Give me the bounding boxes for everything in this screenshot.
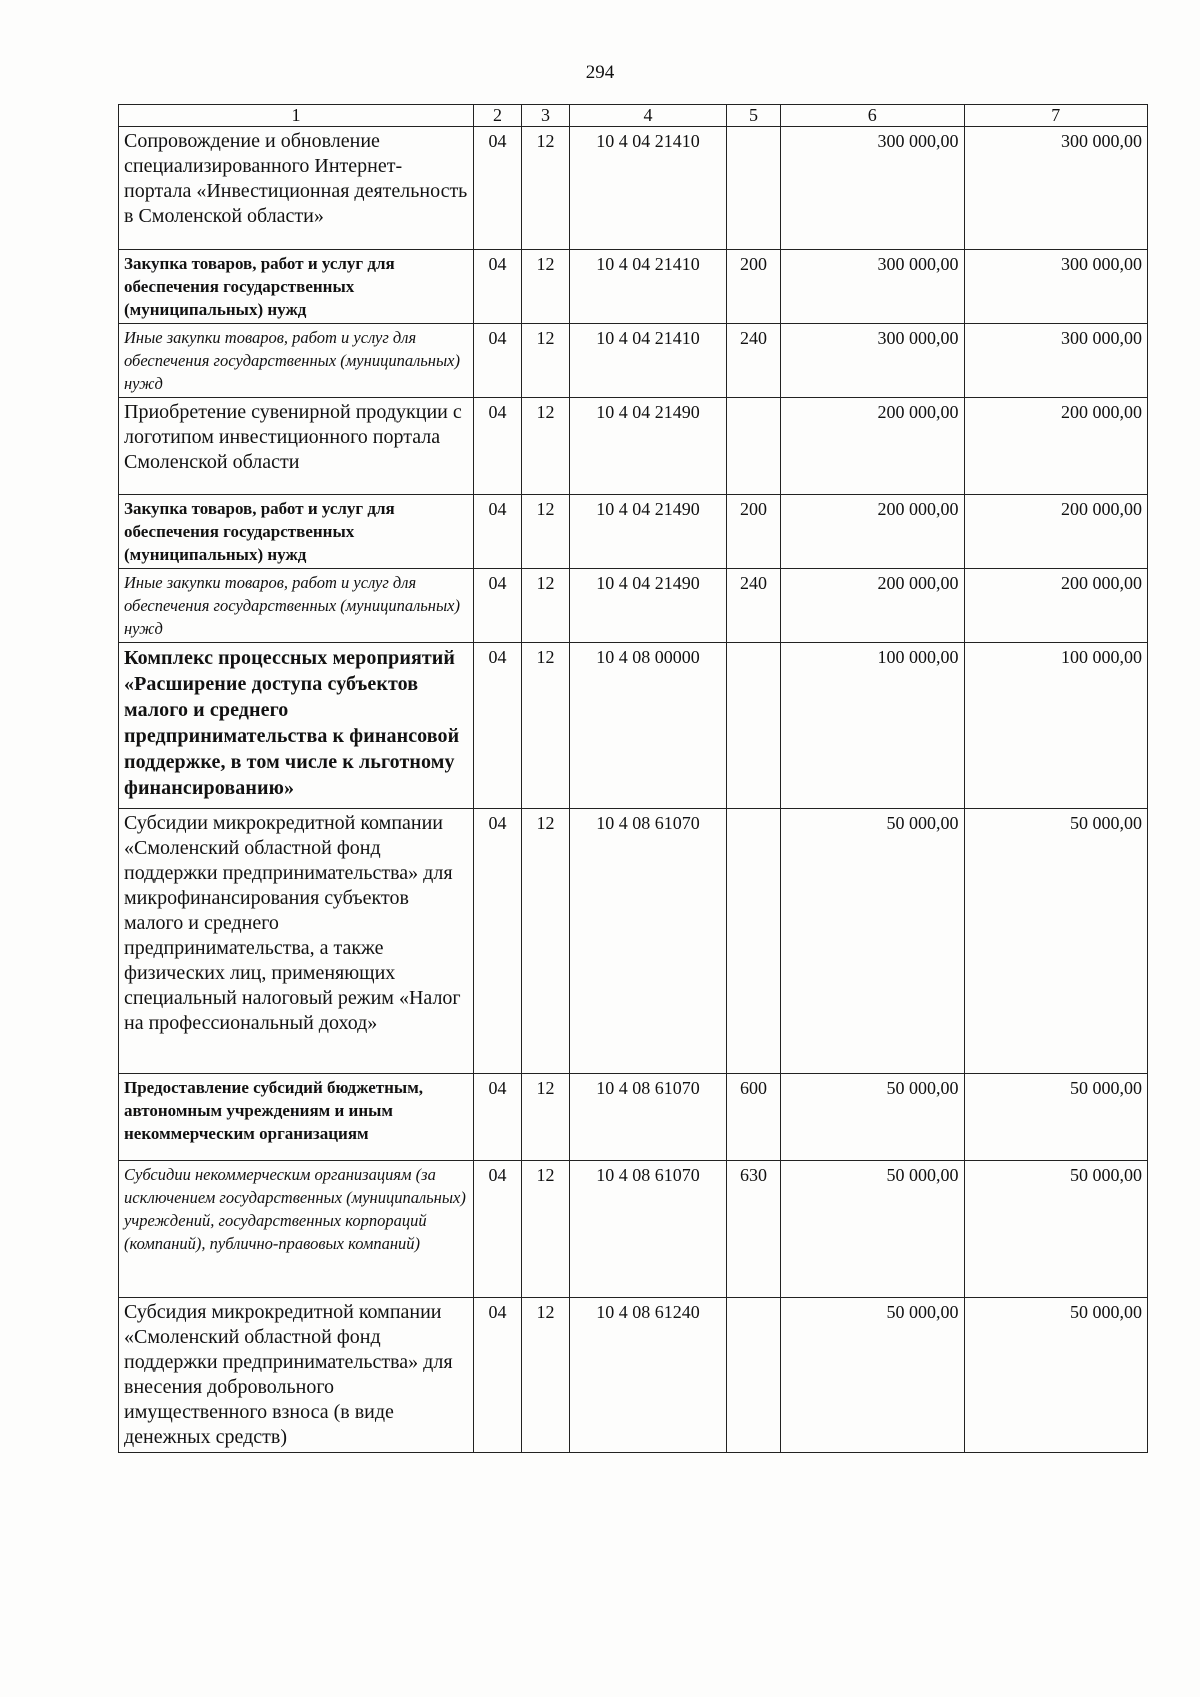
amount-year2: 50 000,00 bbox=[964, 1074, 1148, 1161]
expense-type-code bbox=[727, 809, 781, 1074]
amount-year1: 100 000,00 bbox=[781, 643, 965, 809]
row-name: Сопровождение и обновление специализированного Интернет-портала «Инвестиционная деятельность в Смоленской области» bbox=[119, 127, 474, 250]
section-code: 04 bbox=[474, 324, 522, 398]
subsection-code: 12 bbox=[522, 127, 570, 250]
table-row bbox=[119, 1161, 1148, 1298]
subsection-code: 12 bbox=[522, 324, 570, 398]
section-code: 04 bbox=[474, 1298, 522, 1453]
expense-type-code bbox=[727, 643, 781, 809]
table-row bbox=[119, 127, 1148, 250]
table-row bbox=[119, 1298, 1148, 1453]
target-article-code: 10 4 04 21410 bbox=[570, 250, 727, 324]
amount-year2: 50 000,00 bbox=[964, 809, 1148, 1074]
amount-year2: 100 000,00 bbox=[964, 643, 1148, 809]
amount-year2: 200 000,00 bbox=[964, 569, 1148, 643]
expense-type-code: 600 bbox=[727, 1074, 781, 1161]
column-header: 4 bbox=[570, 105, 727, 127]
column-header: 3 bbox=[522, 105, 570, 127]
amount-year2: 200 000,00 bbox=[964, 495, 1148, 569]
subsection-code: 12 bbox=[522, 1161, 570, 1298]
section-code: 04 bbox=[474, 643, 522, 809]
section-code: 04 bbox=[474, 1161, 522, 1298]
amount-year1: 50 000,00 bbox=[781, 1161, 965, 1298]
subsection-code: 12 bbox=[522, 809, 570, 1074]
table-row bbox=[119, 324, 1148, 398]
section-code: 04 bbox=[474, 398, 522, 495]
subsection-code: 12 bbox=[522, 1298, 570, 1453]
table-row bbox=[119, 398, 1148, 495]
expense-type-code: 200 bbox=[727, 250, 781, 324]
target-article-code: 10 4 08 00000 bbox=[570, 643, 727, 809]
amount-year2: 300 000,00 bbox=[964, 127, 1148, 250]
section-code: 04 bbox=[474, 569, 522, 643]
column-header: 1 bbox=[119, 105, 474, 127]
amount-year1: 200 000,00 bbox=[781, 569, 965, 643]
budget-table bbox=[118, 104, 1148, 1453]
row-name: Приобретение сувенирной продукции с логотипом инвестиционного портала Смоленской области bbox=[119, 398, 474, 495]
amount-year1: 50 000,00 bbox=[781, 1074, 965, 1161]
table-row bbox=[119, 1074, 1148, 1161]
amount-year1: 50 000,00 bbox=[781, 809, 965, 1074]
expense-type-code: 200 bbox=[727, 495, 781, 569]
expense-type-code bbox=[727, 1298, 781, 1453]
target-article-code: 10 4 08 61070 bbox=[570, 1161, 727, 1298]
column-header: 6 bbox=[781, 105, 965, 127]
row-name: Субсидии некоммерческим организациям (за исключением государственных (муниципальных) учреждений, государственных корпораций (компаний), публично-правовых компаний) bbox=[119, 1161, 474, 1298]
table-row bbox=[119, 250, 1148, 324]
amount-year1: 300 000,00 bbox=[781, 324, 965, 398]
target-article-code: 10 4 04 21410 bbox=[570, 127, 727, 250]
amount-year2: 200 000,00 bbox=[964, 398, 1148, 495]
column-header: 7 bbox=[964, 105, 1148, 127]
target-article-code: 10 4 04 21490 bbox=[570, 398, 727, 495]
page-number: 294 bbox=[585, 62, 615, 83]
subsection-code: 12 bbox=[522, 1074, 570, 1161]
subsection-code: 12 bbox=[522, 495, 570, 569]
row-name: Иные закупки товаров, работ и услуг для обеспечения государственных (муниципальных) нужд bbox=[119, 324, 474, 398]
target-article-code: 10 4 08 61070 bbox=[570, 809, 727, 1074]
amount-year2: 50 000,00 bbox=[964, 1298, 1148, 1453]
subsection-code: 12 bbox=[522, 398, 570, 495]
amount-year1: 50 000,00 bbox=[781, 1298, 965, 1453]
section-code: 04 bbox=[474, 1074, 522, 1161]
table-row bbox=[119, 495, 1148, 569]
row-name: Закупка товаров, работ и услуг для обеспечения государственных (муниципальных) нужд bbox=[119, 495, 474, 569]
target-article-code: 10 4 08 61070 bbox=[570, 1074, 727, 1161]
table-row bbox=[119, 569, 1148, 643]
amount-year1: 200 000,00 bbox=[781, 398, 965, 495]
table-row bbox=[119, 643, 1148, 809]
column-header: 5 bbox=[727, 105, 781, 127]
subsection-code: 12 bbox=[522, 250, 570, 324]
expense-type-code: 240 bbox=[727, 569, 781, 643]
row-name: Предоставление субсидий бюджетным, автономным учреждениям и иным некоммерческим организациям bbox=[119, 1074, 474, 1161]
amount-year2: 300 000,00 bbox=[964, 250, 1148, 324]
target-article-code: 10 4 04 21490 bbox=[570, 495, 727, 569]
row-name: Субсидии микрокредитной компании «Смоленский областной фонд поддержки предпринимательства» для микрофинансирования субъектов малого и среднего предпринимательства, а также физических лиц, применяющих специальный налоговый режим «Налог на профессиональный доход» bbox=[119, 809, 474, 1074]
expense-type-code: 630 bbox=[727, 1161, 781, 1298]
row-name: Комплекс процессных мероприятий «Расширение доступа субъектов малого и среднего предпринимательства к финансовой поддержке, в том числе к льготному финансированию» bbox=[119, 643, 474, 809]
column-number-row bbox=[119, 105, 1148, 127]
amount-year1: 300 000,00 bbox=[781, 127, 965, 250]
amount-year2: 300 000,00 bbox=[964, 324, 1148, 398]
amount-year1: 200 000,00 bbox=[781, 495, 965, 569]
section-code: 04 bbox=[474, 250, 522, 324]
section-code: 04 bbox=[474, 127, 522, 250]
subsection-code: 12 bbox=[522, 643, 570, 809]
subsection-code: 12 bbox=[522, 569, 570, 643]
section-code: 04 bbox=[474, 495, 522, 569]
target-article-code: 10 4 04 21410 bbox=[570, 324, 727, 398]
expense-type-code bbox=[727, 127, 781, 250]
expense-type-code: 240 bbox=[727, 324, 781, 398]
row-name: Иные закупки товаров, работ и услуг для обеспечения государственных (муниципальных) нужд bbox=[119, 569, 474, 643]
section-code: 04 bbox=[474, 809, 522, 1074]
expense-type-code bbox=[727, 398, 781, 495]
row-name: Субсидия микрокредитной компании «Смоленский областной фонд поддержки предпринимательства» для внесения добровольного имущественного взноса (в виде денежных средств) bbox=[119, 1298, 474, 1453]
amount-year1: 300 000,00 bbox=[781, 250, 965, 324]
table-row bbox=[119, 809, 1148, 1074]
target-article-code: 10 4 08 61240 bbox=[570, 1298, 727, 1453]
target-article-code: 10 4 04 21490 bbox=[570, 569, 727, 643]
amount-year2: 50 000,00 bbox=[964, 1161, 1148, 1298]
column-header: 2 bbox=[474, 105, 522, 127]
row-name: Закупка товаров, работ и услуг для обеспечения государственных (муниципальных) нужд bbox=[119, 250, 474, 324]
